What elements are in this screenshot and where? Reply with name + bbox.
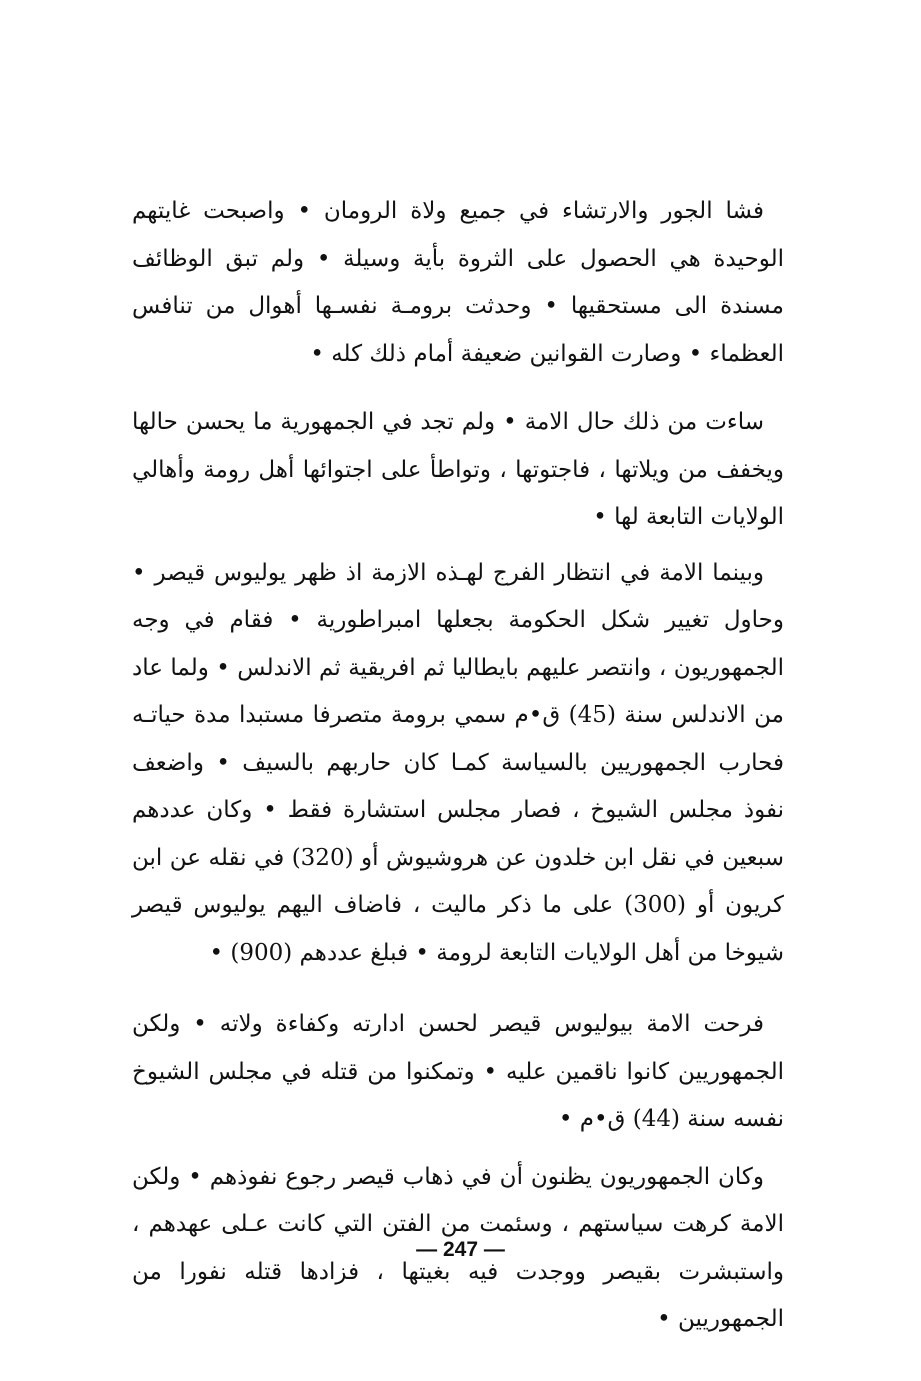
paragraph-caesar-assassination: فرحت الامة بيوليوس قيصر لحسن ادارته وكفاءة ولاته • ولكن الجمهوريين كانوا ناقمين عليه • وتمكنوا من قتله في مجلس الشيوخ نفسه سنة (44) ق•م • [132,1011,784,1132]
body-text [132,188,784,1344]
paragraph-corruption: فشا الجور والارتشاء في جميع ولاة الرومان • واصبحت غايتهم الوحيدة هي الحصول على الثروة بأية وسيلة • ولم تبق الوظائف مسندة الى مستحقيها • وحدثت برومـة نفسـها أهوال من تنافس العظماء • وصارت القوانين ضعيفة أمام ذلك كله • [132,198,784,367]
paragraph-republicans: وكان الجمهوريون يظنون أن في ذهاب قيصر رجوع نفوذهم • ولكن الامة كرهت سياستهم ، وسئمت من الفتن التي كانت عـلى عهدهم ، واستبشرت بقيصر ووجدت فيه بغيتها ، فزادها قتله نفورا من الجمهوريين • [132,1163,784,1332]
paragraph-julius-caesar: وبينما الامة في انتظار الفرج لهـذه الازمة اذ ظهر يوليوس قيصر • وحاول تغيير شكل الحكومة بجعلها امبراطورية • فقام في وجه الجمهوريون ، وانتصر عليهم بايطاليا ثم افريقية ثم الاندلس • ولما عاد من الاندلس سنة (45) ق•م سمي برومة متصرفا مستبدا مدة حياتـه فحارب الجمهوريين بالسياسة كمـا كان حاربهم بالسيف • واضعف نفوذ مجلس الشيوخ ، فصار مجلس استشارة فقط • وكان عددهم سبعين في نقل ابن خلدون عن هروشيوش أو (320) في نقله عن ابن كريون أو (300) على ما ذكر ماليت ، فاضاف اليهم يوليوس قيصر شيوخا من أهل الولايات التابعة لرومة • فبلغ عددهم (900) • [132,559,784,966]
paragraph-nation-state: ساءت من ذلك حال الامة • ولم تجد في الجمهورية ما يحسن حالها ويخفف من ويلاتها ، فاجتوتها ، وتواطأ على اجتوائها أهل رومة وأهالي الولايات التابعة لها • [132,409,784,530]
page-number: — 247 — [416,1238,505,1261]
